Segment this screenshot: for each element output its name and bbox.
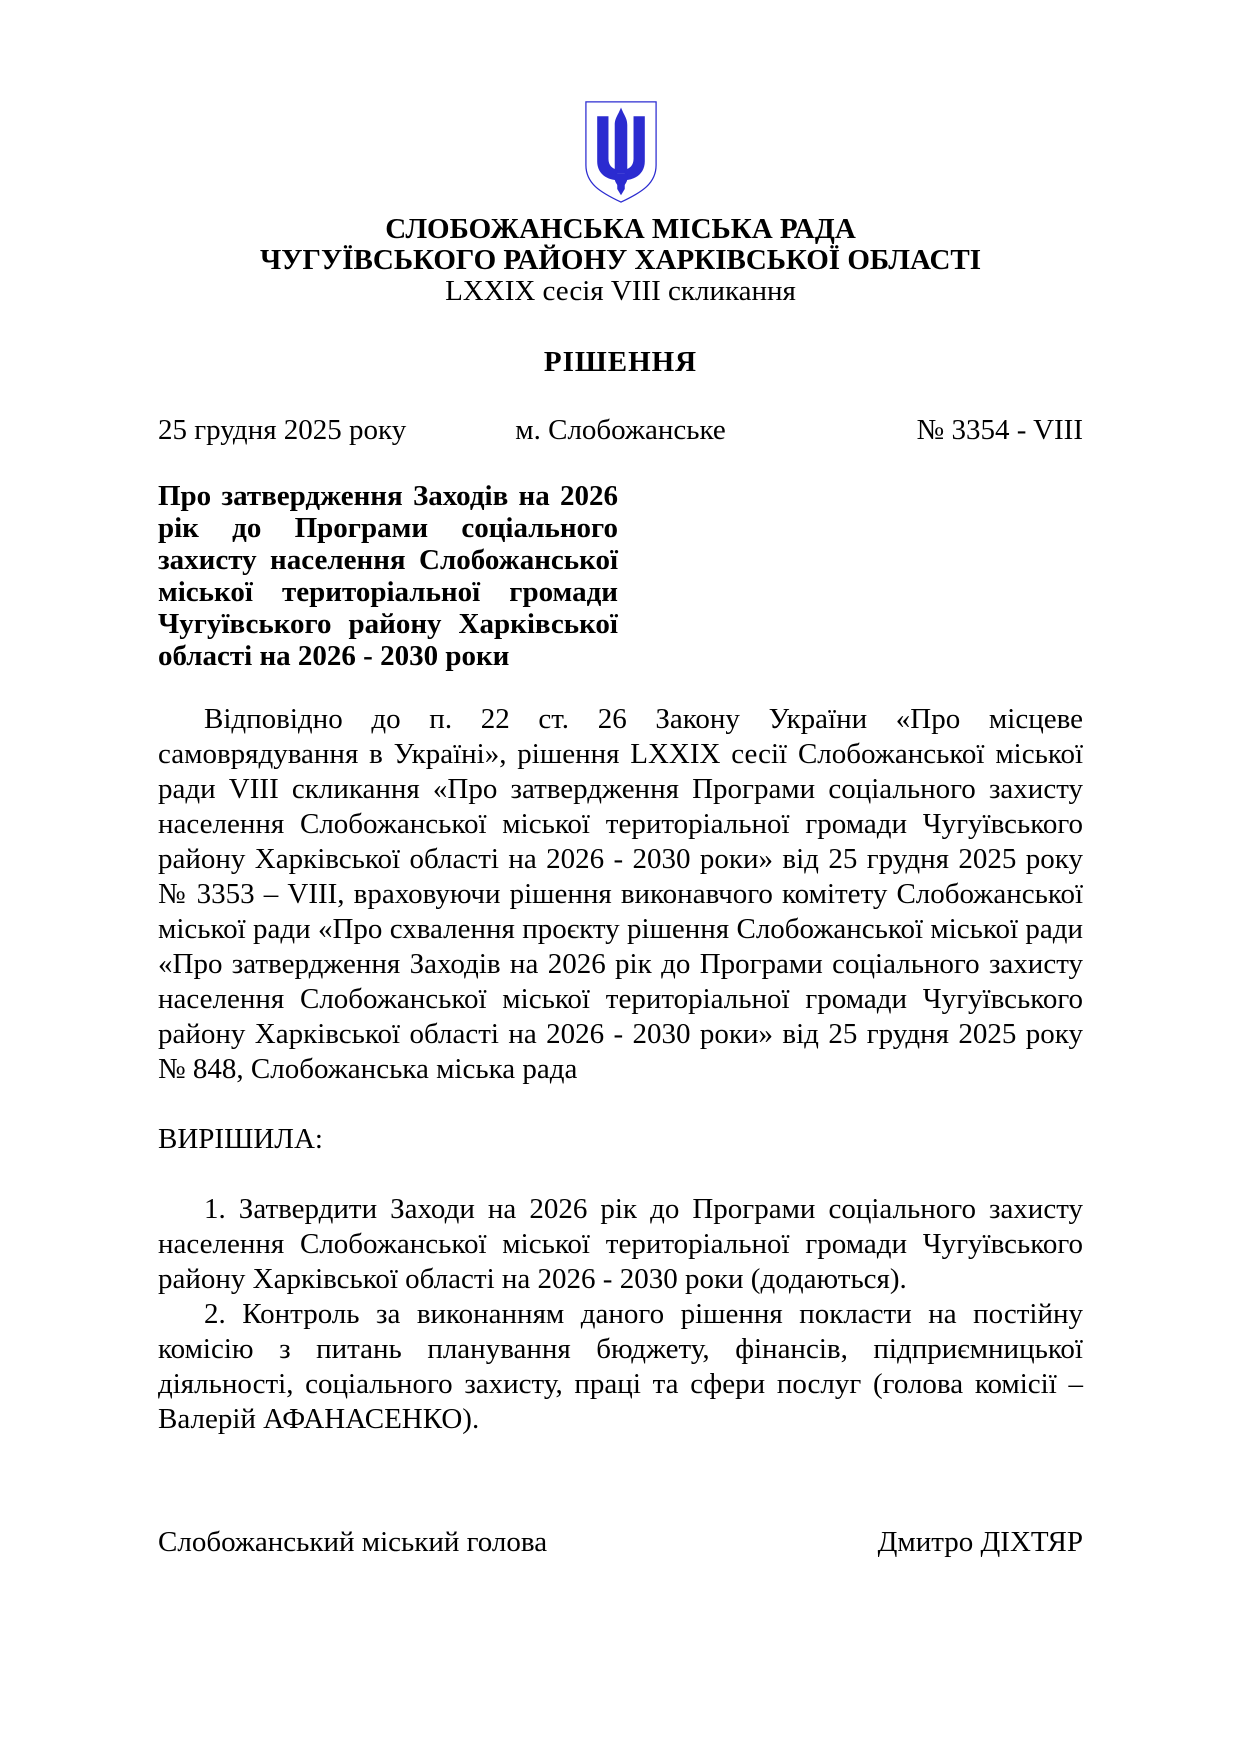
document-number: № 3354 - VIII	[916, 414, 1083, 446]
decision-item-1: 1. Затвердити Заходи на 2026 рік до Програми соціального захисту населення Слобожанської міської територіальної громади Чугуївського району Харківської області на 2026 - 2030 роки (додаються).	[158, 1193, 1083, 1295]
session-line: LXXIX сесія VIII скликання	[445, 275, 796, 307]
preamble-paragraph: Відповідно до п. 22 ст. 26 Закону України «Про місцеве самоврядування в Україні», рішення LXXIX сесії Слобожанської міської ради VIII скликання «Про затвердження Програми соціального захисту населення Слобожанської міської територіальної громади Чугуївського району Харківської області на 2026 - 2030 роки» від 25 грудня 2025 року № 3353 – VIII, враховуючи рішення виконавчого комітету Слобожанської міської ради «Про схвалення проєкту рішення Слобожанської міської ради «Про затвердження Заходів на 2026 рік до Програми соціального захисту населення Слобожанської міської територіальної громади Чугуївського району Харківської області на 2026 - 2030 роки» від 25 грудня 2025 року № 848, Слобожанська міська рада	[158, 703, 1083, 1085]
signature-row	[158, 1525, 1083, 1560]
document-date: 25 грудня 2025 року	[158, 414, 407, 446]
subject-block: Про затвердження Заходів на 2026 рік до Програми соціального захисту населення Слобожанської міської територіальної громади Чугуївського району Харківської області на 2026 - 2030 роки	[158, 480, 618, 672]
signatory-position: Слобожанський міський голова	[158, 1526, 548, 1558]
coat-of-arms	[561, 100, 681, 204]
district-line: ЧУГУЇВСЬКОГО РАЙОНУ ХАРКІВСЬКОЇ ОБЛАСТІ	[259, 244, 982, 276]
decision-item-2: 2. Контроль за виконанням даного рішення покласти на постійну комісію з питань планування бюджету, фінансів, підприємницької діяльності, соціального захисту, праці та сфери послуг (голова комісії – Валерій АФАНАСЕНКО).	[158, 1298, 1083, 1435]
document-place: м. Слобожанське	[515, 414, 726, 446]
resolved-label: ВИРІШИЛА:	[158, 1123, 323, 1155]
ukraine-trident-icon	[561, 100, 681, 204]
meta-row	[158, 413, 1083, 448]
signatory-name: Дмитро ДІХТЯР	[877, 1526, 1083, 1558]
council-name: СЛОБОЖАНСЬКА МІСЬКА РАДА	[385, 213, 856, 245]
document-type-heading: РІШЕННЯ	[543, 346, 698, 378]
document-header	[158, 214, 1083, 307]
